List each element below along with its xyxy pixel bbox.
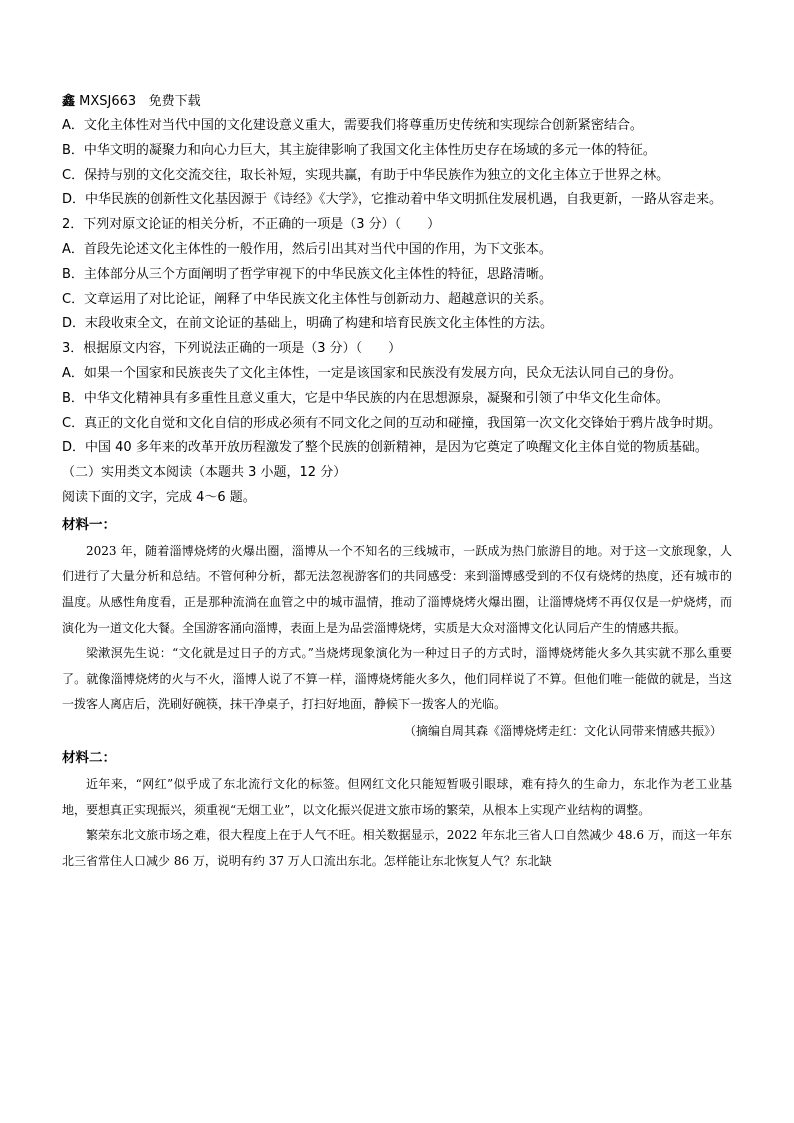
- material2-paragraph-1: 近年来，“网红”似乎成了东北流行文化的标签。但网红文化只能短暂吸引眼球，难有持久的生命力，东北作为老工业基地，要想真正实现振兴，须重视“无烟工业”，以文化振兴促进文旅市场的繁荣，从根本上实现产业结构的调整。: [62, 776, 732, 817]
- section2-instruction: 阅读下面的文字，完成 4～6 题。: [62, 489, 256, 505]
- material2-heading: 材料二：: [62, 749, 116, 766]
- brand-glyph: 鑫: [62, 94, 76, 109]
- q2-option-c: C．文章运用了对比论证，阐释了中华民族文化主体性与创新动力、超越意识的关系。: [62, 291, 553, 307]
- q3-option-a: A．如果一个国家和民族丧失了文化主体性，一定是该国家和民族没有发展方向，民众无法认同自己的身份。: [62, 365, 682, 381]
- q1-option-c: C．保持与别的文化交流交往，取长补短，实现共赢，有助于中华民族作为独立的文化主体立于世界之林。: [62, 167, 670, 183]
- q2-option-b: B．主体部分从三个方面阐明了哲学审视下的中华民族文化主体性的特征，思路清晰。: [62, 266, 552, 282]
- material1-heading: 材料一：: [62, 516, 116, 533]
- section2-title: （二）实用类文本阅读（本题共 3 小题，12 分）: [62, 465, 347, 481]
- q3-option-c: C．真正的文化自觉和文化自信的形成必须有不同文化之间的互动和碰撞，我国第一次文化交锋始于鸦片战争时期。: [62, 415, 722, 431]
- header: [62, 90, 732, 114]
- header-free-download[interactable]: 免费下载: [148, 94, 201, 109]
- document-page: [62, 90, 732, 874]
- material2-paragraph-2: 繁荣东北文旅市场之难，很大程度上在于人气不旺。相关数据显示，2022 年东北三省人口自然减少 48.6 万，而这一年东北三省常住人口减少 86 万，说明有约 37 万人口流出东北。怎样能让东北恢复人气？东北缺: [62, 828, 732, 868]
- material1-source: （摘编自周其森《淄博烧烤走红：文化认同带来情感共振》）: [403, 723, 722, 738]
- q2-option-a: A．首段先论述文化主体性的一般作用，然后引出其对当代中国的作用，为下文张本。: [62, 241, 552, 257]
- q3-option-b: B．中华文化精神具有多重性且意义重大，它是中华民族的内在思想源泉，凝聚和引领了中华文化生命体。: [62, 390, 669, 406]
- q2-stem: 2．下列对原文论证的相关分析，不正确的一项是（3 分）（ ）: [62, 217, 441, 233]
- material1-paragraph-2: 梁漱溟先生说：“文化就是过日子的方式。”当烧烤现象演化为一种过日子的方式时，淄博烧烤能火多久其实就不那么重要了。就像淄博烧烤的火与不火，淄博人说了不算一样，淄博烧烤能火多久，他们同样说了不算。但他们唯一能做的就是，当这一拨客人离店后，洗刷好碗筷，抹干净桌子，打扫好地面，静候下一拨客人的光临。: [62, 646, 732, 712]
- q1-option-a: A．文化主体性对当代中国的文化建设意义重大，需要我们将尊重历史传统和实现综合创新紧密结合。: [62, 118, 643, 133]
- q1-option-d: D．中华民族的创新性文化基因源于《诗经》《大学》，它推动着中华文明抓住发展机遇，自我更新，一路从容走来。: [62, 192, 723, 208]
- q3-stem: 3．根据原文内容，下列说法正确的一项是（3 分）（ ）: [62, 341, 402, 357]
- q1-option-b: B．中华文明的凝聚力和向心力巨大，其主旋律影响了我国文化主体性历史存在场域的多元一体的特征。: [62, 142, 656, 158]
- header-code: MXSJ663: [79, 94, 137, 109]
- q2-option-d: D．末段收束全文，在前文论证的基础上，明确了构建和培育民族文化主体性的方法。: [62, 316, 554, 332]
- q3-option-d: D．中国 40 多年来的改革开放历程激发了整个民族的创新精神，是因为它奠定了唤醒文化主体自觉的物质基础。: [62, 440, 708, 456]
- material1-paragraph-1: 2023 年，随着淄博烧烤的火爆出圈，淄博从一个不知名的三线城市，一跃成为热门旅游目的地。对于这一文旅现象，人们进行了大量分析和总结。不管何种分析，都无法忽视游客们的共同感受：来到淄博感受到的不仅有烧烤的热度，还有城市的温度。从感性角度看，正是那种流淌在血管之中的城市温情，推动了淄博烧烤火爆出圈，让淄博烧烤不再仅仅是一炉烧烤，而演化为一道文化大餐。全国游客涌向淄博，表面上是为品尝淄博烧烤，实质是大众对淄博文化认同后产生的情感共振。: [62, 543, 732, 635]
